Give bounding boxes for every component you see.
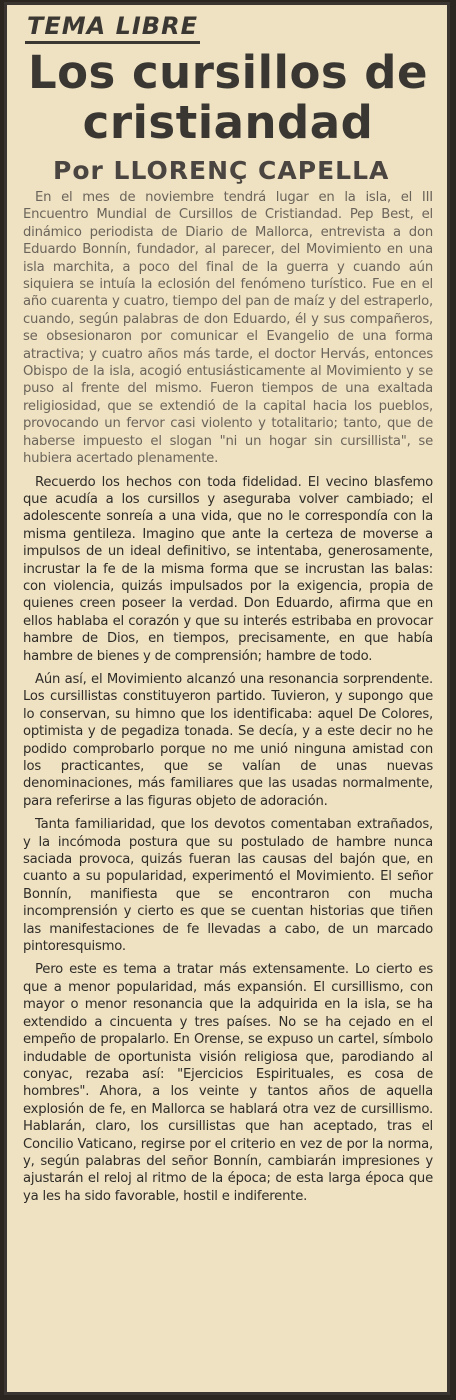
article-paragraph: En el mes de noviembre tendrá lugar en la isla, el III Encuentro Mundial de Cursillos de Cristiandad. Pep Best, el dinámico periodista de Diario de Mallorca, entrevista a don Eduardo Bonnín, fundador, al parecer, del Movimiento en una isla marchita, a poco del final de la guerra y cuando aún siquiera se intuía la eclosión del fenómeno turístico. Fue en el año cuarenta y cuatro, tiempo del pan de maíz y del estraperlo, cuando, según palabras de don Eduardo, él y sus compañeros, se obsesionaron por comunicar el Evangelio de una forma atractiva; y cuatro años más tarde, el doctor Hervás, entonces Obispo de la isla, acogió entusiásticamente al Movimiento y se puso al frente del mismo. Fueron tiempos de una exaltada religiosidad, que se extendió de la capital hacia los pueblos, provocando un fervor casi violento y totalitario; tanto, que de haberse impuesto el slogan "ni un hogar sin cursillista", se hubiera acertado plenamente. bbox=[23, 190, 433, 467]
article-paragraph: Pero este es tema a tratar más extensamente. Lo cierto es que a menor popularidad, más expansión. El cursillismo, con mayor o menor resonancia que la adquirida en la isla, se ha extendido a cincuenta y tres países. No se ha cejado en el empeño de propalarlo. En Orense, se expuso un cartel, símbolo indudable de oportunista visión religiosa que, parodiando al conyac, rezaba así: "Ejercicios Espirituales, es cosa de hombres". Ahora, a los veinte y tantos años de aquella explosión de fe, en Mallorca se hablará otra vez de cursillismo. Hablarán, claro, los cursillistas que han aceptado, tras el Concilio Vaticano, regirse por el criterio en vez de por la norma, y, según palabras del señor Bonnín, cambiarán impresiones y ajustarán el reloj al ritmo de la época; de esta larga época que ya les ha sido favorable, hostil e indiferente. bbox=[23, 962, 433, 1204]
article-byline: Por LLORENÇ CAPELLA bbox=[53, 156, 390, 185]
article-paragraph: Tanta familiaridad, que los devotos comentaban extrañados, y la incómoda postura que su postulado de hambre nunca saciada provoca, quizás fueran las causas del bajón que, en cuanto a su popularidad, experimentó el Movimiento. El señor Bonnín, manifiesta que se encontraron con mucha incomprensión y cierto es que se cuentan historias que tiñen las manifestaciones de fe llevadas a cabo, de un marcado pintoresquismo. bbox=[23, 817, 433, 955]
article-body bbox=[23, 189, 433, 1205]
newspaper-clipping bbox=[4, 2, 450, 1395]
article-paragraph: Aún así, el Movimiento alcanzó una resonancia sorprendente. Los cursillistas constituyeron partido. Tuvieron, y supongo que lo conservan, su himno que los identificaba: aquel De Colores, optimista y de pegadiza tonada. Se decía, y a este decir no he podido comprobarlo porque no me unió ninguna amistad con los practicantes, que se valían de unas nuevas denominaciones, más familiares que las usadas normalmente, para referirse a las figuras objeto de adoración. bbox=[23, 671, 433, 809]
article-headline: Los cursillos de cristiandad bbox=[27, 46, 429, 149]
section-tag: TEMA LIBRE bbox=[25, 11, 200, 44]
article-paragraph: Recuerdo los hechos con toda fidelidad. El vecino blasfemo que acudía a los cursillos y aseguraba volver cambiado; el adolescente sonreía a una vida, que no le correspondía con la misma gentileza. Imagino que ante la certeza de moverse a impulsos de un ideal definitivo, se intentaba, generosamente, incrustar la fe de la misma forma que se incrustan las balas: con violencia, quizás impulsados por la exigencia, propia de quienes creen poseer la verdad. Don Eduardo, afirma que en ellos hablaba el corazón y que su interés estribaba en provocar hambre de Dios, en tiempos, precisamente, en que había hambre de bienes y de comprensión; hambre de todo. bbox=[23, 474, 433, 664]
